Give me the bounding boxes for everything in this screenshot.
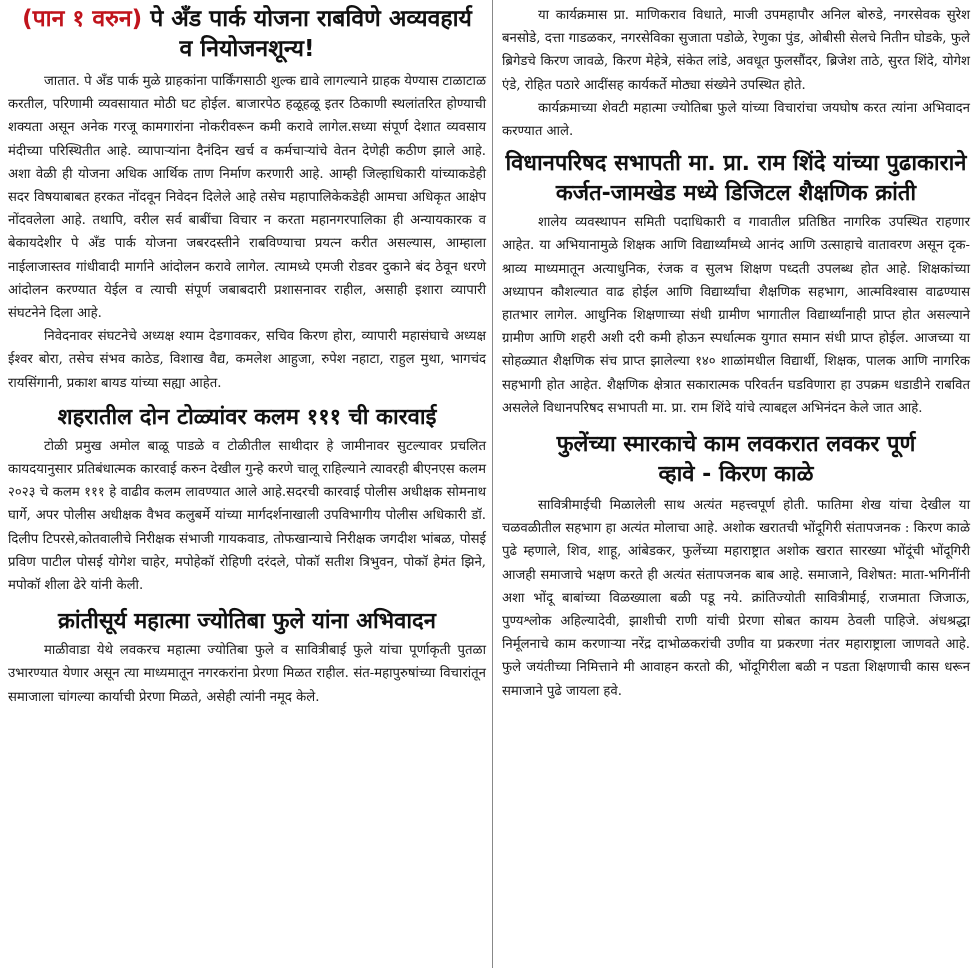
article-gang-action-paragraph: टोळी प्रमुख अमोल बाळू पाडळे व टोळीतील साथीदार हे जामीनावर सुटल्यावर प्रचलित कायदयानुसार प्रतिबंधात्मक कारवाई करुन देखील गुन्हे करणे चालू राहिल्याने त्यावरही बीएनएस कलम २०२३ चे कलम १११ हे वाढीव कलम लावण्यात आले आहे.सदरची कारवाई पोलीस अधीक्षक सोमनाथ घार्गे, अपर पोलीस अधीक्षक वैभव कलुबर्मे यांच्या मार्गदर्शनाखाली उपविभागीय पोलीस अधिकारी डॉ. दिलीप टिपरसे,कोतवालीचे निरीक्षक संभाजी गायकवाड, तोफखान्याचे निरीक्षक जगदीश भांबळ, पोसई प्रविण पाटील पोसई योगेश चाहेर, मपोहेकॉ रोहिणी दरंदले, पोकॉ सतीश त्रिभुवन, पोकॉ हेमंत झिने, मपोकॉ शीला ढेरे यांनी केली. xyxy=(8,438,486,594)
continuation-kicker: (पान १ वरुन) xyxy=(22,6,143,32)
headline-digital-education-line1: विधानपरिषद सभापती मा. प्रा. राम शिंदे यांच्या पुढाकाराने xyxy=(505,151,967,177)
article-pay-and-park-paragraph-1: जातात. पे अँड पार्क मुळे ग्राहकांना पार्किंगसाठी शुल्क द्यावे लागल्याने ग्राहक येण्यास टाळाटाळ करतील, परिणामी व्यवसायात मोठी घट होईल. बाजारपेठ हळूहळू इतर ठिकाणी स्थलांतरित होण्याची शक्यता असून अनेक गरजू कामगारांना नोकरीवरून कमी करावे लागेल.सध्या संपूर्ण देशात व्यवसाय मंदीच्या परिस्थितीत आहे. व्यापाऱ्यांना दैनंदिन खर्च व कर्मचाऱ्यांचे वेतन देणेही कठीण झाले आहे. अशा वेळी ही योजना अधिक आर्थिक ताण निर्माण करणारी आहे. आम्ही जिल्हाधिकारी यांच्याकडेही सदर विषयाबाबत हरकत नोंदवून निवेदन दिलेले आहे तसेच महापालिकेकडेही आमचा अधिकृत आक्षेप नोंदवलेला आहे. तथापि, वरील सर्व बाबींचा विचार न करता महानगरपालिका ही अन्यायकारक व बेकायदेशीर पे अँड पार्क योजना जबरदस्तीने राबविण्याचा प्रयत्न करीत असल्यास, आम्हाला नाईलाजास्तव गांधीवादी मार्गाने आंदोलन करावे लागेल. त्यामध्ये एमजी रोडवर दुकाने बंद ठेवून धरणे आंदोलन करण्यात येईल व त्याची संपूर्ण जबाबदारी प्रशासनावर राहील, असाही इशारा व्यापारी संघटनेने दिला आहे. xyxy=(8,74,486,322)
article-digital-education-paragraph: शालेय व्यवस्थापन समिती पदाधिकारी व गावातील प्रतिष्ठित नागरिक उपस्थित राहणार आहेत. या अभियानामुळे शिक्षक आणि विद्यार्थ्यांमध्ये आनंद आणि उत्साहाचे वातावरण असून दृक-श्राव्य माध्यमातून अत्याधुनिक, रंजक व सुलभ शिक्षण पध्दती उपलब्ध होत आहे. शिक्षकांच्या अध्यापन कौशल्यात वाढ होईल आणि विद्यार्थ्यांचा शैक्षणिक सहभाग, आत्मविश्वास वाढण्यास हातभार लागेल. आधुनिक शिक्षणाच्या संधी ग्रामीण भागातील विद्यार्थ्यांनाही प्राप्त होत असल्याने ग्रामीण आणि शहरी अशी दरी कमी होऊन स्पर्धात्मक युगात समान संधी प्राप्त होईल. आजच्या या सोहळ्यात शैक्षणिक संच प्राप्त झालेल्या १४० शाळांमधील विद्यार्थी, शिक्षक, पालक आणि नागरिक सहभागी होत आहेत. शैक्षणिक क्षेत्रात सकारात्मक परिवर्तन घडविणारा हा उपक्रम धडाडीने राबवित असलेले विधानपरिषद सभापती मा. प्रा. राम शिंदे यांचे त्याबद्दल अभिनंदन केले जात आहे. xyxy=(502,215,970,416)
headline-phule-tribute: क्रांतीसूर्य महात्मा ज्योतिबा फुले यांना अभिवादन xyxy=(58,609,436,635)
headline-digital-education xyxy=(502,149,970,209)
article-pay-and-park-paragraph-2: निवेदनावर संघटनेचे अध्यक्ष श्याम देडगावकर, सचिव किरण होरा, व्यापारी महासंघाचे अध्यक्ष ईश्वर बोरा, तसेच संभव काठेड, विशाख वैद्य, कमलेश आहुजा, रुपेश नहाटा, राहुल मुथा, भागचंद रायसिंगानी, प्रकाश बायड यांच्या सह्या आहेत. xyxy=(8,329,486,391)
article-phule-memorial-paragraph: सावित्रीमाईची मिळालेली साथ अत्यंत महत्त्वपूर्ण होती. फातिमा शेख यांचा देखील या चळवळीतील सहभाग हा अत्यंत मोलाचा आहे. अशोक खरातची भोंदूगिरी संतापजनक : किरण काळे पुढे म्हणाले, शिव, शाहू, आंबेडकर, फुलेंच्या महाराष्ट्रात अशोक खरात सारख्या भोंदूंची भोंदूगिरी आजही समाजाचे भक्षण करते ही अत्यंत संतापजनक बाब आहे. समाजाने, विशेषत: माता-भगिनींनी अशा भोंदू बाबांच्या विळख्याला बळी पडू नये. क्रांतिज्योती सावित्रीमाई, राजमाता जिजाऊ, पुण्यश्लोक अहिल्यादेवी, झाशीची राणी यांची प्रेरणा सोबत कायम ठेवली पाहिजे. अंधश्रद्धा निर्मूलनाचे काम करणाऱ्या नरेंद्र दाभोळकरांची उणीव या प्रकरणा नंतर महाराष्ट्राला जाणवते आहे. फुले जयंतीच्या निमित्ताने मी आवाहन करतो की, भोंदूगिरीला बळी न पडता शिक्षणाची कास धरून समाजाने पुढे जायला हवे. xyxy=(502,498,970,699)
article-tribute-attendees-paragraph: या कार्यक्रमास प्रा. माणिकराव विधाते, माजी उपमहापौर अनिल बोरुडे, नगरसेवक सुरेश बनसोडे, दत्ता गाडळकर, नगरसेविका सुजाता पडोळे, रेणुका पुंड, ओबीसी सेलचे नितीन घोडके, फुले ब्रिगेडचे किरण जावळे, किरण मेहेत्रे, संकेत लांडे, अवधूत फुलसौंदर, ब्रिजेश ताठे, सुरत शिंदे, योगेश एंडे, रोहित पठारे आदींसह कार्यकर्ते मोठ्या संख्येने उपस्थित होते. xyxy=(502,8,970,93)
headline-pay-and-park-line1: पे अँड पार्क योजना राबविणे अव्यवहार्य xyxy=(142,6,472,32)
article-tribute-closing-paragraph: कार्यक्रमाच्या शेवटी महात्मा ज्योतिबा फुले यांच्या विचारांचा जयघोष करत त्यांना अभिवादन करण्यात आले. xyxy=(502,100,970,140)
headline-digital-education-line2: कर्जत-जामखेड मध्ये डिजिटल शैक्षणिक क्रांती xyxy=(555,181,917,207)
headline-pay-and-park-line2: व नियोजनशून्य! xyxy=(179,36,315,62)
column-divider xyxy=(492,0,493,968)
headline-phule-memorial-line1: फुलेंच्या स्मारकाचे काम लवकरात लवकर पूर्ण xyxy=(556,432,916,458)
article-phule-tribute-paragraph: माळीवाडा येथे लवकरच महात्मा ज्योतिबा फुले व सावित्रीबाई फुले यांचा पूर्णाकृती पुतळा उभारण्यात येणार असून त्या माध्यमातून नगरकरांना प्रेरणा मिळत राहील. संत-महापुरुषांच्या विचारांतून समाजाला चांगल्या कार्याची प्रेरणा मिळते, असेही त्यांनी नमूद केले. xyxy=(8,643,486,705)
headline-pay-and-park xyxy=(8,4,486,64)
headline-gang-action: शहरातील दोन टोळ्यांवर कलम १११ ची कारवाई xyxy=(57,404,437,430)
headline-phule-memorial-line2: व्हावे - किरण काळे xyxy=(658,462,814,488)
right-column xyxy=(502,4,970,703)
headline-phule-memorial xyxy=(502,430,970,490)
left-column xyxy=(8,4,486,709)
